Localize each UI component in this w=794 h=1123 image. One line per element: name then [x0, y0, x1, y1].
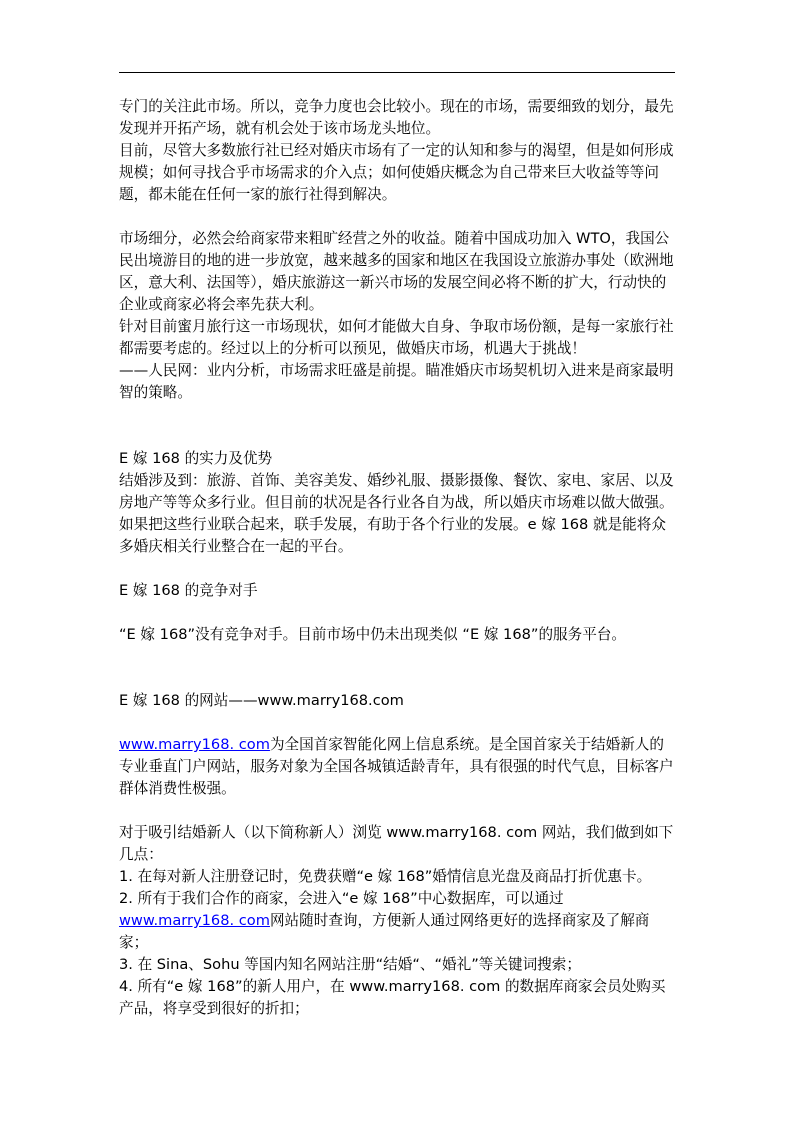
list-item: [119, 888, 675, 954]
paragraph: 针对目前蜜月旅行这一市场现状，如何才能做大自身、争取市场份额，是每一家旅行社都需要考虑的。经过以上的分析可以预见，做婚庆市场，机遇大于挑战！: [119, 318, 674, 357]
paragraph: 目前，尽管大多数旅行社已经对婚庆市场有了一定的认知和参与的渴望，但是如何形成规模；如何寻找合乎市场需求的介入点；如何使婚庆概念为自己带来巨大收益等等问题，都未能在任何一家的旅行社得到解决。: [119, 142, 674, 203]
paragraph: 市场细分，必然会给商家带来粗旷经营之外的收益。随着中国成功加入 WTO，我国公民出境游目的地的进一步放宽，越来越多的国家和地区在我国设立旅游办事处（欧洲地区，意大利、法国等），婚庆旅游这一新兴市场的发展空间必将不断的扩大，行动快的企业或商家必将会率先获大利。: [119, 230, 674, 313]
header-rule: [119, 72, 675, 73]
paragraph: 专门的关注此市场。所以，竞争力度也会比较小。现在的市场，需要细致的划分，最先发现并开拓产场，就有机会处于该市场龙头地位。: [119, 98, 674, 137]
website-link[interactable]: www.marry168. com: [119, 912, 270, 929]
list-item: 3. 在 Sina、Sohu 等国内知名网站注册“结婚“、“婚礼”等关键词搜索；: [119, 956, 581, 973]
paragraph: 结婚涉及到：旅游、首饰、美容美发、婚纱礼服、摄影摄像、餐饮、家电、家居、以及房地产等等众多行业。但目前的状况是各行业各自为战，所以婚庆市场难以做大做强。如果把这些行业联合起来，联手发展，有助于各个行业的发展。e 嫁 168 就是能将众多婚庆相关行业整合在一起的平台。: [119, 472, 674, 555]
document-body: [119, 96, 675, 1020]
paragraph-text: 为全国首家智能化网上信息系统。是全国首家关于结婚新人的专业垂直门户网站，服务对象为全国各城镇适龄青年，具有很强的时代气息，目标客户群体消费性极强。: [119, 736, 674, 797]
list-item-text: 2. 所有于我们合作的商家，会进入“e 嫁 168”中心数据库，可以通过: [119, 890, 564, 907]
list-item: 1. 在每对新人注册登记时，免费获赠“e 嫁 168”婚情信息光盘及商品打折优惠卡。: [119, 868, 652, 885]
paragraph: ——人民网：业内分析，市场需求旺盛是前提。瞄准婚庆市场契机切入进来是商家最明智的策略。: [119, 362, 674, 401]
paragraph: [119, 734, 675, 800]
section-heading: E 嫁 168 的竞争对手: [119, 582, 258, 599]
section-heading: E 嫁 168 的网站——www.marry168.com: [119, 692, 404, 709]
list-item: 4. 所有“e 嫁 168”的新人用户，在 www.marry168. com 的数据库商家会员处购买产品，将享受到很好的折扣；: [119, 978, 666, 1017]
paragraph: “E 嫁 168”没有竞争对手。目前市场中仍未出现类似 “E 嫁 168”的服务平台。: [119, 626, 627, 643]
section-heading: E 嫁 168 的实力及优势: [119, 450, 273, 467]
paragraph: 对于吸引结婚新人（以下简称新人）浏览 www.marry168. com 网站，我们做到如下几点：: [119, 824, 674, 863]
website-link[interactable]: www.marry168. com: [119, 736, 270, 753]
list-item-text: 网站随时查询，方便新人通过网络更好的选择商家及了解商家；: [119, 912, 650, 951]
